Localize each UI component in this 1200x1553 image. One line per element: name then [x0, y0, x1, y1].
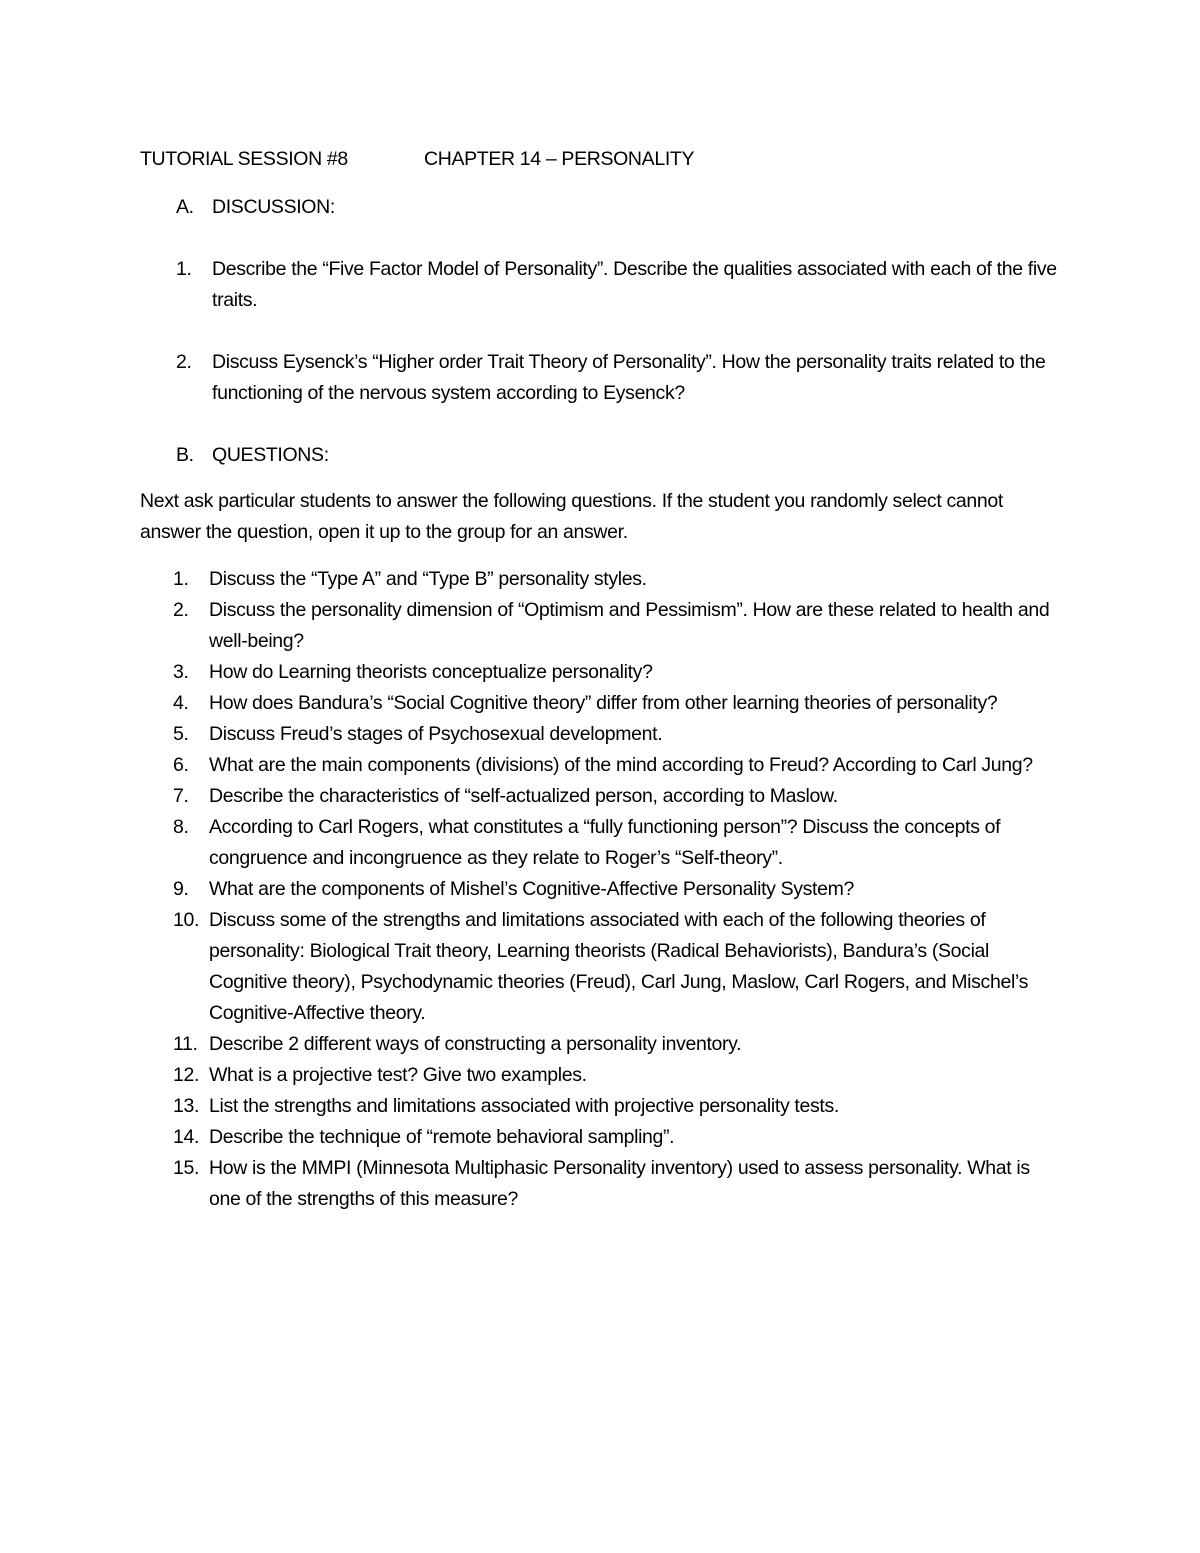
- document-content: [140, 144, 1060, 1215]
- item-number: 1.: [173, 568, 189, 590]
- list-item: [140, 719, 1060, 750]
- list-item: [140, 1153, 1060, 1215]
- item-number: 4.: [173, 692, 189, 714]
- document-header: [140, 144, 1060, 175]
- list-item: [140, 1122, 1060, 1153]
- item-number: 2.: [173, 599, 189, 621]
- list-item: [140, 1029, 1060, 1060]
- list-item: [140, 874, 1060, 905]
- list-item: [140, 254, 1060, 316]
- item-text: Discuss some of the strengths and limitations associated with each of the following theories of personality: Biological Trait theory, Learning theorists (Radical Behaviorists), Bandura’s (Social Cognitive theory), Psychodynamic theories (Freud), Carl Jung, Maslow, Carl Rogers, and Mischel’s Cognitive-Affective theory.: [209, 909, 1028, 1024]
- list-item: [140, 781, 1060, 812]
- questions-list: [140, 564, 1060, 1215]
- item-number: 10.: [173, 909, 200, 931]
- discussion-list: [140, 254, 1060, 409]
- list-item: [140, 812, 1060, 874]
- questions-heading: [140, 440, 1060, 471]
- item-text: Discuss Eysenck’s “Higher order Trait Theory of Personality”. How the personality traits related to the functioning of the nervous system according to Eysenck?: [212, 351, 1046, 404]
- list-item: [140, 657, 1060, 688]
- list-item: [140, 347, 1060, 409]
- item-number: 8.: [173, 816, 189, 838]
- questions-intro: Next ask particular students to answer the following questions. If the student you randomly select cannot answer the question, open it up to the group for an answer.: [140, 490, 1003, 543]
- item-number: 3.: [173, 661, 189, 683]
- list-item: [140, 564, 1060, 595]
- list-item: [140, 688, 1060, 719]
- item-number: 13.: [173, 1095, 200, 1117]
- item-number: 9.: [173, 878, 189, 900]
- item-text: What is a projective test? Give two examples.: [209, 1064, 587, 1086]
- discussion-title: DISCUSSION:: [212, 196, 335, 218]
- list-item: [140, 595, 1060, 657]
- session-title: TUTORIAL SESSION #8: [140, 148, 348, 170]
- item-number: 11.: [173, 1033, 198, 1055]
- item-text: What are the main components (divisions) of the mind according to Freud? According to Carl Jung?: [209, 754, 1033, 776]
- item-text: Discuss the personality dimension of “Optimism and Pessimism”. How are these related to health and well-being?: [209, 599, 1050, 652]
- discussion-letter: A.: [176, 196, 194, 218]
- list-item: [140, 905, 1060, 1029]
- item-number: 15.: [173, 1157, 200, 1179]
- item-text: Describe the technique of “remote behavioral sampling”.: [209, 1126, 675, 1148]
- chapter-title: CHAPTER 14 – PERSONALITY: [424, 148, 695, 170]
- item-text: What are the components of Mishel’s Cognitive-Affective Personality System?: [209, 878, 855, 900]
- questions-letter: B.: [176, 444, 194, 466]
- item-text: How do Learning theorists conceptualize personality?: [209, 661, 653, 683]
- item-text: Describe the “Five Factor Model of Personality”. Describe the qualities associated with each of the five traits.: [212, 258, 1057, 311]
- item-text: List the strengths and limitations associated with projective personality tests.: [209, 1095, 839, 1117]
- item-text: Discuss Freud’s stages of Psychosexual development.: [209, 723, 663, 745]
- item-number: 1.: [176, 258, 192, 280]
- list-item: [140, 750, 1060, 781]
- list-item: [140, 1091, 1060, 1122]
- item-number: 6.: [173, 754, 189, 776]
- item-number: 14.: [173, 1126, 200, 1148]
- list-item: [140, 1060, 1060, 1091]
- item-number: 2.: [176, 351, 192, 373]
- item-number: 5.: [173, 723, 189, 745]
- item-number: 7.: [173, 785, 189, 807]
- item-text: How is the MMPI (Minnesota Multiphasic Personality inventory) used to assess personality. What is one of the strengths of this measure?: [209, 1157, 1030, 1210]
- item-number: 12.: [173, 1064, 200, 1086]
- item-text: How does Bandura’s “Social Cognitive theory” differ from other learning theories of personality?: [209, 692, 998, 714]
- item-text: Discuss the “Type A” and “Type B” personality styles.: [209, 568, 647, 590]
- discussion-heading: [140, 192, 1060, 223]
- questions-title: QUESTIONS:: [212, 444, 329, 466]
- item-text: Describe 2 different ways of constructing a personality inventory.: [209, 1033, 742, 1055]
- item-text: According to Carl Rogers, what constitutes a “fully functioning person”? Discuss the concepts of congruence and incongruence as they relate to Roger’s “Self-theory”.: [209, 816, 1001, 869]
- item-text: Describe the characteristics of “self-actualized person, according to Maslow.: [209, 785, 838, 807]
